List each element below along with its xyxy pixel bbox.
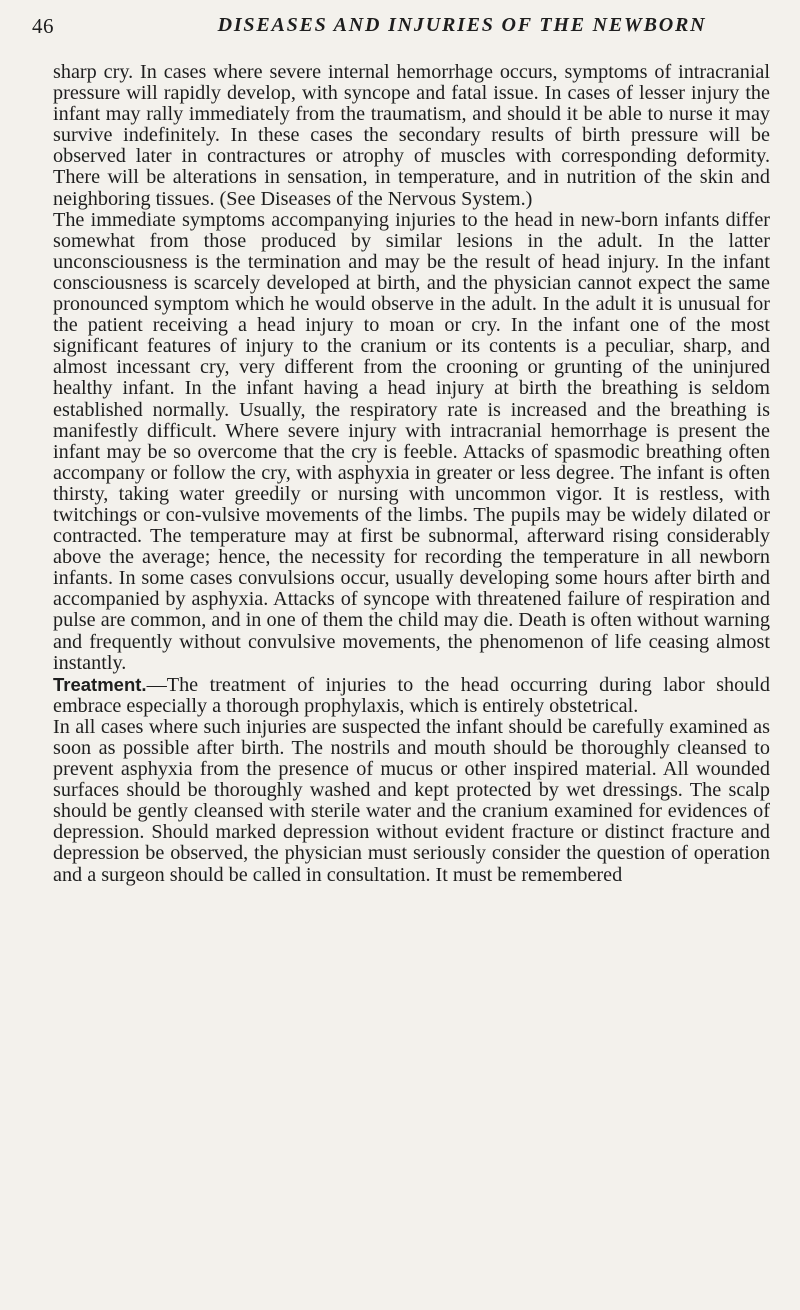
body-text	[53, 62, 770, 886]
page-header	[32, 14, 770, 44]
paragraph-4: In all cases where such injuries are suspected the infant should be carefully examined as soon as possible after birth. The nostrils and mouth should be thoroughly cleansed to prevent asphyxia from the presence of mucus or other inspired material. All wounded surfaces should be thoroughly washed and kept protected by wet dressings. The scalp should be gently cleansed with sterile water and the cranium examined for evidences of depression. Should marked depression without evident fracture or distinct fracture and depression be observed, the physician must seriously consider the question of operation and a surgeon should be called in consultation. It must be remembered	[53, 715, 770, 886]
page-number: 46	[32, 14, 54, 38]
paragraph-2: The immediate symptoms accompanying injuries to the head in new-born infants differ somewhat from those produced by similar lesions in the adult. In the latter unconsciousness is the termination and may be the result of head injury. In the infant consciousness is scarcely developed at birth, and the physician cannot expect the same pronounced symptom which he would observe in the adult. In the adult it is unusual for the patient receiving a head injury to moan or cry. In the infant one of the most significant features of injury to the cranium or its contents is a peculiar, sharp, and almost incessant cry, very different from the crooning or grunting of the uninjured healthy infant. In the infant having a head injury at birth the breathing is seldom established normally. Usually, the respiratory rate is increased and the breathing is manifestly difficult. Where severe injury with intracranial hemorrhage is present the infant may be so overcome that the cry is feeble. Attacks of spasmodic breathing often accompany or follow the cry, with asphyxia in greater or less degree. The infant is often thirsty, taking water greedily or nursing with uncommon vigor. It is restless, with twitchings or con-vulsive movements of the limbs. The pupils may be widely dilated or contracted. The temperature may at first be subnormal, afterward rising considerably above the average; hence, the necessity for recording the temperature in all newborn infants. In some cases convulsions occur, usually developing some hours after birth and accompanied by asphyxia. Attacks of syncope with threatened failure of respiration and pulse are common, and in one of them the child may die. Death is often without warning and frequently without convulsive movements, the phenomenon of life ceasing almost instantly.	[53, 208, 770, 674]
treatment-paragraph	[53, 674, 770, 717]
treatment-heading: Treatment.	[53, 673, 147, 695]
treatment-text: —The treatment of injuries to the head occurring during labor should embrace especially a thorough prophylaxis, which is entirely obstetrical.	[53, 673, 770, 717]
paragraph-1: sharp cry. In cases where severe internal hemorrhage occurs, symptoms of intracranial pressure will rapidly develop, with syncope and fatal issue. In cases of lesser injury the infant may rally immediately from the traumatism, and should it be able to nurse it may survive indefinitely. In these cases the secondary results of birth pressure will be observed later in contractures or atrophy of muscles with corresponding deformity. There will be alterations in sensation, in temperature, and in nutrition of the skin and neighboring tissues. (See Diseases of the Nervous System.)	[53, 61, 770, 210]
running-head: DISEASES AND INJURIES OF THE NEWBORN	[217, 14, 707, 36]
